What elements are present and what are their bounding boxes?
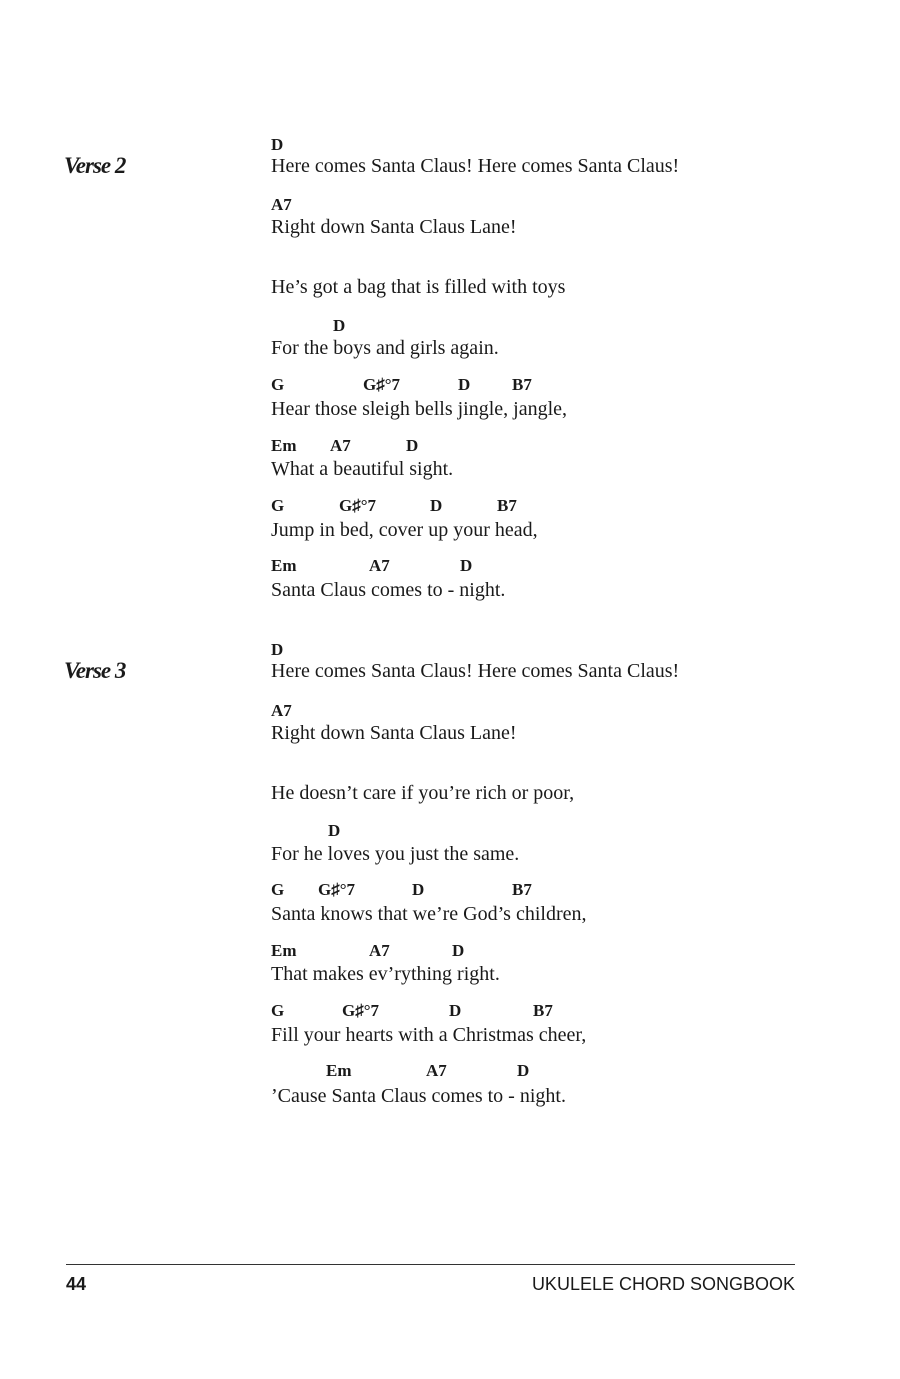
chord: B7 xyxy=(512,880,532,899)
chord: D xyxy=(517,1061,530,1080)
chord: G xyxy=(271,1001,285,1020)
chord: D xyxy=(460,556,473,575)
lyric-line: Jump in bed, cover up your head, xyxy=(271,519,538,541)
lyric-line: What a beautiful sight. xyxy=(271,458,454,480)
lyric-line: Right down Santa Claus Lane! xyxy=(271,216,517,238)
chord: A7 xyxy=(330,436,351,455)
chord: A7 xyxy=(271,701,292,720)
chord: Em xyxy=(271,436,297,455)
lyric-line: For the boys and girls again. xyxy=(271,337,499,359)
chord: G♯°7 xyxy=(318,880,356,899)
chord: Em xyxy=(326,1061,352,1080)
chord: Em xyxy=(271,556,297,575)
chord: D xyxy=(333,316,346,335)
chord: G xyxy=(271,375,285,394)
lyric-line: For he loves you just the same. xyxy=(271,843,520,865)
chord: D xyxy=(406,436,419,455)
lyric-line: Right down Santa Claus Lane! xyxy=(271,722,517,744)
lyric-line: ’Cause Santa Claus comes to - night. xyxy=(271,1085,566,1107)
chord: D xyxy=(449,1001,462,1020)
chord: B7 xyxy=(512,375,532,394)
chord: G xyxy=(271,880,285,899)
chord: D xyxy=(328,821,341,840)
book-title: UKULELE CHORD SONGBOOK xyxy=(531,1274,795,1294)
lyric-line: Here comes Santa Claus! Here comes Santa Claus! xyxy=(271,660,680,682)
chord: A7 xyxy=(271,195,292,214)
chord: D xyxy=(452,941,465,960)
chord: G♯°7 xyxy=(363,375,401,394)
chord: D xyxy=(412,880,425,899)
chord: G♯°7 xyxy=(342,1001,380,1020)
page-number: 44 xyxy=(66,1274,87,1294)
lyric-line: Santa knows that we’re God’s children, xyxy=(271,903,587,925)
lyric-line: Fill your hearts with a Christmas cheer, xyxy=(271,1024,587,1046)
chord: A7 xyxy=(369,556,390,575)
lyric-line: He doesn’t care if you’re rich or poor, xyxy=(271,782,575,804)
lyric-line: Santa Claus comes to - night. xyxy=(271,579,506,601)
chord: G♯°7 xyxy=(339,496,377,515)
chord: G xyxy=(271,496,285,515)
chord: D xyxy=(271,640,284,659)
chord: D xyxy=(271,135,284,154)
chord: B7 xyxy=(533,1001,553,1020)
lyric-line: That makes ev’rything right. xyxy=(271,963,500,985)
chord: Em xyxy=(271,941,297,960)
verse-2-label: Verse 2 xyxy=(64,153,126,178)
chord: D xyxy=(430,496,443,515)
lyric-line: He’s got a bag that is filled with toys xyxy=(271,276,566,298)
chord: A7 xyxy=(426,1061,447,1080)
lyric-line: Hear those sleigh bells jingle, jangle, xyxy=(271,398,568,420)
chord: B7 xyxy=(497,496,517,515)
chord: D xyxy=(458,375,471,394)
chord: A7 xyxy=(369,941,390,960)
verse-3-label: Verse 3 xyxy=(64,658,126,683)
footer-rule xyxy=(66,1264,795,1265)
lyric-line: Here comes Santa Claus! Here comes Santa Claus! xyxy=(271,155,680,177)
